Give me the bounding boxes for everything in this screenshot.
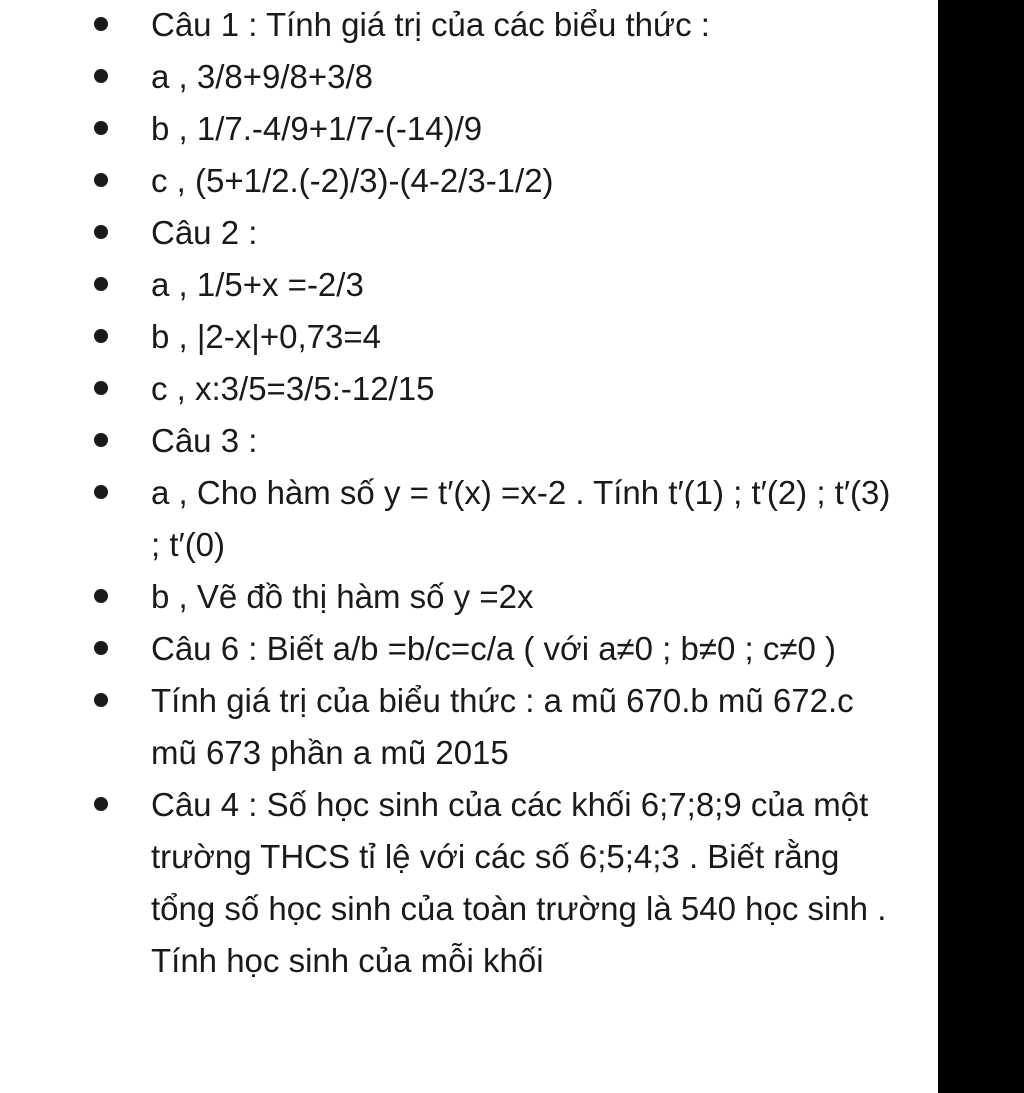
bullet-icon (94, 433, 108, 447)
item-text: a , 1/5+x =-2/3 (151, 266, 364, 303)
list-item (0, 415, 938, 467)
list-item (0, 103, 938, 155)
bullet-icon (94, 485, 108, 499)
list-item (0, 675, 938, 779)
list-item (0, 155, 938, 207)
item-text: Câu 2 : (151, 214, 258, 251)
bullet-icon (94, 121, 108, 135)
bullet-icon (94, 641, 108, 655)
list-item (0, 571, 938, 623)
bullet-icon (94, 589, 108, 603)
list-item (0, 467, 938, 571)
item-text: Câu 1 : Tính giá trị của các biểu thức : (151, 6, 710, 43)
bullet-icon (94, 329, 108, 343)
item-text: Câu 6 : Biết a/b =b/c=c/a ( với a≠0 ; b≠0 ; c≠0 ) (151, 630, 836, 667)
list-item (0, 363, 938, 415)
item-text: b , |2-x|+0,73=4 (151, 318, 381, 355)
item-text: Tính giá trị của biểu thức : a mũ 670.b mũ 672.c mũ 673 phần a mũ 2015 (151, 682, 854, 771)
list-item (0, 207, 938, 259)
bullet-icon (94, 693, 108, 707)
item-text: b , Vẽ đồ thị hàm số y =2x (151, 578, 534, 615)
bullet-icon (94, 17, 108, 31)
list-item (0, 259, 938, 311)
bullet-icon (94, 173, 108, 187)
bullet-icon (94, 69, 108, 83)
list-item (0, 623, 938, 675)
side-strip (938, 0, 1024, 1093)
item-text: Câu 3 : (151, 422, 258, 459)
bullet-icon (94, 277, 108, 291)
item-text: b , 1/7.-4/9+1/7-(-14)/9 (151, 110, 483, 147)
bullet-icon (94, 381, 108, 395)
item-text: c , (5+1/2.(-2)/3)-(4-2/3-1/2) (151, 162, 554, 199)
item-text: a , 3/8+9/8+3/8 (151, 58, 374, 95)
item-text: c , x:3/5=3/5:-12/15 (151, 370, 435, 407)
item-text: Câu 4 : Số học sinh của các khối 6;7;8;9 của một trường THCS tỉ lệ với các số 6;5;4;3 . Biết rằng tổng số học sinh của toàn trường là 540 học sinh . Tính học sinh của mỗi khối (151, 786, 887, 979)
list-item (0, 51, 938, 103)
bullet-icon (94, 225, 108, 239)
list-item (0, 779, 938, 987)
bullet-icon (94, 797, 108, 811)
list-item (0, 311, 938, 363)
list-item (0, 0, 938, 51)
item-text: a , Cho hàm số y = t′(x) =x-2 . Tính t′(1) ; t′(2) ; t′(3) ; t′(0) (151, 474, 891, 563)
